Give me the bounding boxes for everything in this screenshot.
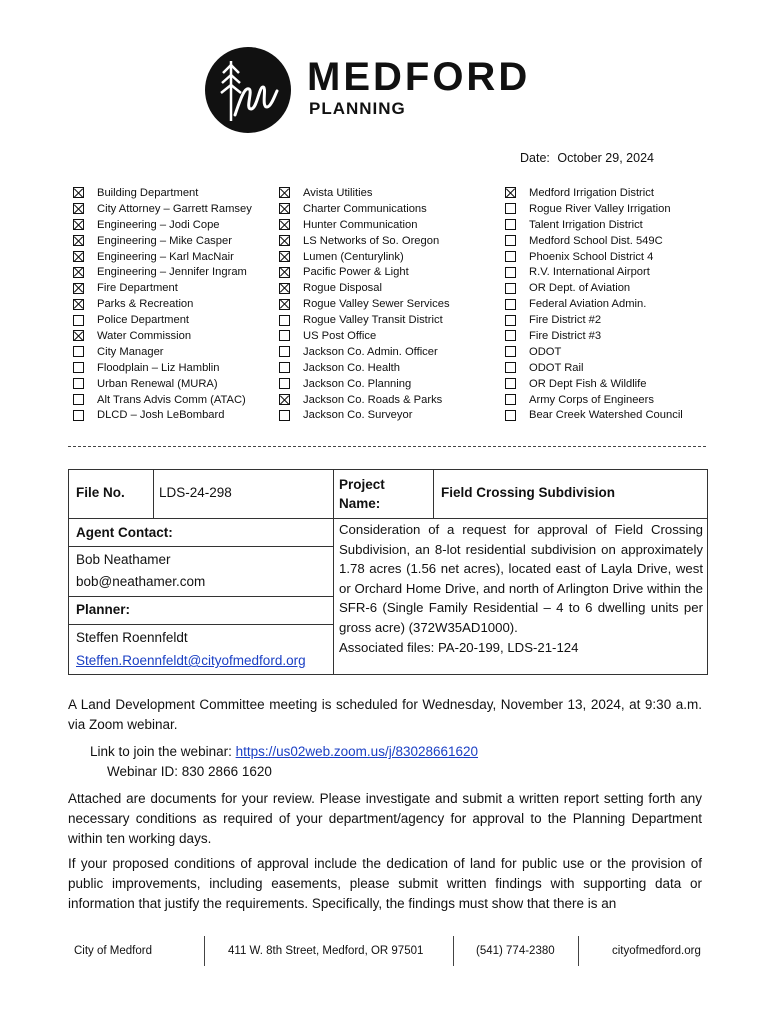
agent-name: Bob Neathamer	[76, 552, 171, 567]
logo-title: MEDFORD	[307, 55, 531, 99]
planner-label: Planner:	[76, 602, 131, 617]
distribution-item-label: Engineering – Jennifer Ingram	[97, 266, 247, 279]
distribution-item	[505, 233, 683, 249]
checked-checkbox[interactable]	[279, 219, 290, 230]
checked-checkbox[interactable]	[73, 219, 84, 230]
distribution-item-label: Jackson Co. Planning	[303, 377, 412, 390]
table-divider	[433, 470, 434, 518]
distribution-item	[73, 392, 252, 408]
distribution-item	[279, 264, 450, 280]
distribution-item-label: Bear Creek Watershed Council	[529, 409, 683, 422]
distribution-item	[73, 328, 252, 344]
checked-checkbox[interactable]	[279, 203, 290, 214]
distribution-item	[279, 312, 450, 328]
table-divider	[69, 546, 333, 547]
distribution-item-label: Army Corps of Engineers	[529, 393, 654, 406]
webinar-link[interactable]: https://us02web.zoom.us/j/83028661620	[235, 744, 479, 759]
distribution-item-label: Fire District #3	[529, 329, 602, 342]
logo-subtitle: PLANNING	[309, 99, 406, 118]
checked-checkbox[interactable]	[73, 330, 84, 341]
distribution-column-1	[73, 185, 252, 423]
distribution-item-label: Rogue River Valley Irrigation	[529, 202, 671, 215]
distribution-item-label: Rogue Valley Transit District	[303, 314, 443, 327]
unchecked-checkbox[interactable]	[505, 235, 516, 246]
webinar-link-label: Link to join the webinar:	[90, 744, 232, 759]
distribution-item	[73, 376, 252, 392]
distribution-item-label: ODOT Rail	[529, 361, 584, 374]
distribution-item-label: Rogue Disposal	[303, 282, 382, 295]
date-value: October 29, 2024	[557, 151, 654, 165]
distribution-item-label: OR Dept Fish & Wildlife	[529, 377, 647, 390]
distribution-item-label: Pacific Power & Light	[303, 266, 409, 279]
distribution-item	[73, 360, 252, 376]
distribution-item	[279, 376, 450, 392]
footer-phone: (541) 774-2380	[476, 945, 555, 957]
distribution-item	[279, 249, 450, 265]
distribution-item	[505, 217, 683, 233]
project-name-label	[339, 475, 385, 513]
medford-planning-logo	[205, 47, 605, 133]
meeting-paragraph	[68, 695, 702, 735]
distribution-item-label: Lumen (Centurylink)	[303, 250, 404, 263]
checked-checkbox[interactable]	[73, 203, 84, 214]
distribution-item-label: LS Networks of So. Oregon	[303, 234, 440, 247]
checked-checkbox[interactable]	[279, 187, 290, 198]
distribution-item-label: Rogue Valley Sewer Services	[303, 298, 450, 311]
unchecked-checkbox[interactable]	[73, 315, 84, 326]
checked-checkbox[interactable]	[279, 299, 290, 310]
distribution-item	[505, 392, 683, 408]
distribution-item	[505, 201, 683, 217]
unchecked-checkbox[interactable]	[505, 410, 516, 421]
footer-city: City of Medford	[74, 945, 152, 957]
table-divider	[69, 596, 333, 597]
distribution-item-label: City Manager	[97, 345, 164, 358]
distribution-item	[505, 312, 683, 328]
distribution-item-label: Talent Irrigation District	[529, 218, 643, 231]
unchecked-checkbox[interactable]	[73, 362, 84, 373]
distribution-item	[505, 280, 683, 296]
footer-separator	[453, 936, 454, 966]
unchecked-checkbox[interactable]	[505, 283, 516, 294]
checked-checkbox[interactable]	[279, 283, 290, 294]
distribution-item-label: Jackson Co. Roads & Parks	[303, 393, 443, 406]
checked-checkbox[interactable]	[73, 235, 84, 246]
checked-checkbox[interactable]	[73, 267, 84, 278]
description-text: Consideration of a request for approval of Field Crossing Subdivision, an 8-lot residential subdivision on approximately 1.78 acres (1.56 net acres), located east of Layla Drive, west or Orchard Home Drive, and north of Arlington Drive within the SFR-6 (Single Family Residential – 4 to 6 dwelling units per gross acre) (372W35AD1000).	[339, 522, 703, 635]
distribution-item	[73, 233, 252, 249]
checked-checkbox[interactable]	[73, 187, 84, 198]
distribution-item	[505, 185, 683, 201]
date-line	[520, 151, 658, 165]
unchecked-checkbox[interactable]	[505, 362, 516, 373]
distribution-column-2	[279, 185, 450, 423]
distribution-item-label: Floodplain – Liz Hamblin	[97, 361, 220, 374]
distribution-item	[279, 344, 450, 360]
project-description	[339, 520, 703, 657]
unchecked-checkbox[interactable]	[505, 330, 516, 341]
distribution-item-label: US Post Office	[303, 329, 377, 342]
checked-checkbox[interactable]	[73, 299, 84, 310]
distribution-item-label: Engineering – Mike Casper	[97, 234, 232, 247]
unchecked-checkbox[interactable]	[505, 219, 516, 230]
table-divider	[69, 518, 707, 519]
date-label: Date:	[520, 151, 550, 165]
distribution-item-label: Fire Department	[97, 282, 178, 295]
distribution-item	[279, 280, 450, 296]
distribution-item	[505, 264, 683, 280]
distribution-item-label: Parks & Recreation	[97, 298, 194, 311]
checked-checkbox[interactable]	[279, 394, 290, 405]
unchecked-checkbox[interactable]	[73, 346, 84, 357]
unchecked-checkbox[interactable]	[73, 378, 84, 389]
checked-checkbox[interactable]	[279, 235, 290, 246]
distribution-item-label: ODOT	[529, 345, 562, 358]
unchecked-checkbox[interactable]	[73, 410, 84, 421]
distribution-item	[73, 217, 252, 233]
distribution-item	[73, 264, 252, 280]
tree-m-logo-icon	[205, 47, 291, 133]
checked-checkbox[interactable]	[73, 251, 84, 262]
distribution-item-label: Engineering – Jodi Cope	[97, 218, 220, 231]
unchecked-checkbox[interactable]	[505, 315, 516, 326]
distribution-item-label: Urban Renewal (MURA)	[97, 377, 218, 390]
attached-text: Attached are documents for your review. Please investigate and submit a written report setting forth any necessary conditions as required of your department/agency for approval to the Planning Department within ten working days.	[68, 791, 702, 846]
attached-paragraph	[68, 789, 702, 848]
distribution-item	[73, 312, 252, 328]
distribution-item	[279, 328, 450, 344]
distribution-item-label: Fire District #2	[529, 314, 602, 327]
distribution-item	[505, 249, 683, 265]
distribution-item-label: Federal Aviation Admin.	[529, 298, 647, 311]
distribution-item	[279, 407, 450, 423]
distribution-item-label: R.V. International Airport	[529, 266, 650, 279]
distribution-item	[505, 360, 683, 376]
checked-checkbox[interactable]	[279, 267, 290, 278]
distribution-item	[73, 201, 252, 217]
distribution-item	[279, 233, 450, 249]
distribution-item	[73, 249, 252, 265]
unchecked-checkbox[interactable]	[505, 251, 516, 262]
distribution-item	[279, 392, 450, 408]
unchecked-checkbox[interactable]	[73, 394, 84, 405]
conditions-text: If your proposed conditions of approval include the dedication of land for public use or the provision of public improvements, including easements, please submit written findings with supporting data or information that justify the requirements. Specifically, the findings must show that there is an	[68, 856, 702, 911]
distribution-item-label: Water Commission	[97, 329, 192, 342]
unchecked-checkbox[interactable]	[279, 378, 290, 389]
planner-email-link[interactable]: Steffen.Roennfeldt@cityofmedford.org	[76, 653, 306, 668]
distribution-item	[73, 185, 252, 201]
distribution-item	[505, 407, 683, 423]
unchecked-checkbox[interactable]	[505, 267, 516, 278]
unchecked-checkbox[interactable]	[505, 203, 516, 214]
unchecked-checkbox[interactable]	[279, 362, 290, 373]
unchecked-checkbox[interactable]	[505, 394, 516, 405]
project-name-value: Field Crossing Subdivision	[441, 485, 616, 500]
checked-checkbox[interactable]	[505, 187, 516, 198]
table-divider	[69, 624, 333, 625]
distribution-item	[505, 328, 683, 344]
page-footer	[68, 934, 708, 970]
distribution-item	[73, 296, 252, 312]
file-no-label: File No.	[76, 485, 125, 500]
distribution-item-label: City Attorney – Garrett Ramsey	[97, 202, 252, 215]
unchecked-checkbox[interactable]	[505, 378, 516, 389]
distribution-item	[279, 296, 450, 312]
distribution-item-label: Engineering – Karl MacNair	[97, 250, 234, 263]
distribution-item	[279, 201, 450, 217]
file-no-value: LDS-24-298	[159, 485, 232, 500]
distribution-item-label: Phoenix School District 4	[529, 250, 654, 263]
distribution-item-label: Jackson Co. Health	[303, 361, 401, 374]
distribution-item	[73, 407, 252, 423]
distribution-item	[505, 296, 683, 312]
distribution-item-label: Building Department	[97, 186, 199, 199]
distribution-item-label: Jackson Co. Admin. Officer	[303, 345, 438, 358]
unchecked-checkbox[interactable]	[505, 299, 516, 310]
distribution-item	[279, 360, 450, 376]
distribution-item	[279, 217, 450, 233]
meeting-text: A Land Development Committee meeting is scheduled for Wednesday, November 13, 2024, at 9:30 a.m. via Zoom webinar.	[68, 697, 702, 732]
footer-separator	[204, 936, 205, 966]
webinar-id: Webinar ID: 830 2866 1620	[107, 763, 272, 779]
checked-checkbox[interactable]	[279, 251, 290, 262]
unchecked-checkbox[interactable]	[505, 346, 516, 357]
unchecked-checkbox[interactable]	[279, 410, 290, 421]
table-divider	[333, 470, 334, 674]
associated-files: Associated files: PA-20-199, LDS-21-124	[339, 639, 579, 655]
agent-email: bob@neathamer.com	[76, 574, 206, 589]
distribution-item-label: Jackson Co. Surveyor	[303, 409, 413, 422]
distribution-item-label: OR Dept. of Aviation	[529, 282, 631, 295]
planner-name: Steffen Roennfeldt	[76, 630, 188, 645]
distribution-item-label: Avista Utilities	[303, 186, 373, 199]
checked-checkbox[interactable]	[73, 283, 84, 294]
distribution-item-label: Police Department	[97, 314, 190, 327]
agent-contact-label: Agent Contact:	[76, 525, 173, 540]
webinar-info	[90, 742, 478, 782]
table-divider	[153, 470, 154, 518]
distribution-item	[505, 344, 683, 360]
project-label-line1: Project	[339, 477, 385, 492]
distribution-item-label: Medford Irrigation District	[529, 186, 654, 199]
distribution-column-3	[505, 185, 683, 423]
footer-address: 411 W. 8th Street, Medford, OR 97501	[228, 945, 424, 957]
footer-separator	[578, 936, 579, 966]
unchecked-checkbox[interactable]	[279, 346, 290, 357]
distribution-item	[279, 185, 450, 201]
distribution-item-label: Alt Trans Advis Comm (ATAC)	[97, 393, 246, 406]
unchecked-checkbox[interactable]	[279, 330, 290, 341]
distribution-item	[505, 376, 683, 392]
distribution-item-label: Charter Communications	[303, 202, 427, 215]
dashed-divider	[68, 446, 706, 447]
distribution-item	[73, 280, 252, 296]
project-info-table	[68, 469, 708, 675]
unchecked-checkbox[interactable]	[279, 315, 290, 326]
distribution-item-label: DLCD – Josh LeBombard	[97, 409, 225, 422]
project-label-line2: Name:	[339, 496, 381, 511]
distribution-item-label: Hunter Communication	[303, 218, 418, 231]
distribution-item-label: Medford School Dist. 549C	[529, 234, 663, 247]
footer-website[interactable]: cityofmedford.org	[612, 945, 701, 957]
distribution-item	[73, 344, 252, 360]
conditions-paragraph	[68, 854, 702, 913]
